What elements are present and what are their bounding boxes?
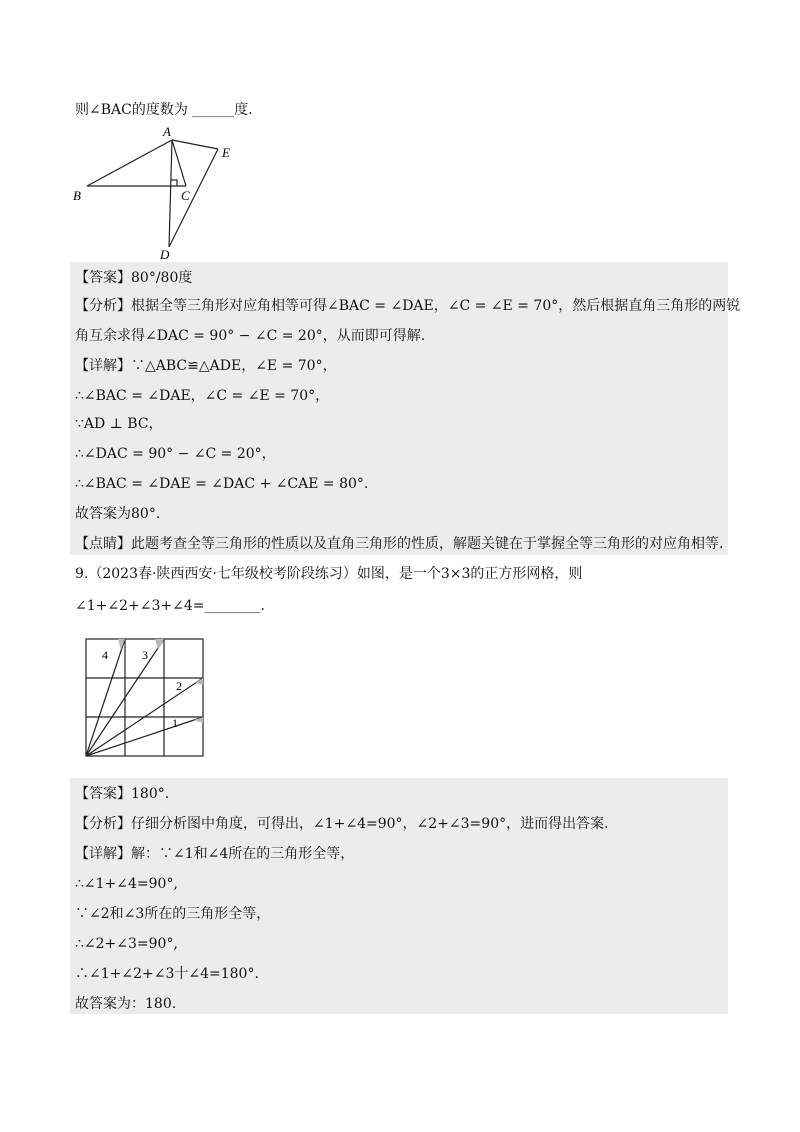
q9-detail-line2: ∴∠1+∠4=90°, — [75, 876, 178, 892]
point-d-label: D — [160, 247, 170, 260]
q9-answer: 【答案】180°. — [75, 786, 170, 802]
angle-4-label: 4 — [102, 648, 108, 662]
q8-analysis-line2: 角互余求得∠DAC = 90° − ∠C = 20°，从而即可得解. — [75, 328, 426, 344]
q9-conclusion: 故答案为：180. — [75, 996, 177, 1012]
q8-analysis-line1: 【分析】根据全等三角形对应角相等可得∠BAC = ∠DAE，∠C = ∠E = 70°，然后根据直角三角形的两锐 — [75, 298, 741, 314]
q8-detail-line4: ∴∠DAC = 90° − ∠C = 20°， — [75, 446, 276, 462]
q8-detail-line2: ∴∠BAC = ∠DAE，∠C = ∠E = 70°， — [75, 388, 330, 404]
q8-prompt: 则∠BAC的度数为 ______度. — [75, 102, 253, 118]
q9-detail-line5: ∴∠1+∠2+∠3十∠4=180°. — [75, 966, 259, 982]
point-c-label: C — [181, 188, 190, 203]
grid-figure — [80, 633, 210, 763]
point-a-label: A — [163, 124, 171, 139]
q9-line1: 9.（2023春·陕西西安·七年级校考阶段练习）如图，是一个3×3的正方形网格，则 — [75, 566, 583, 582]
q9-detail-line3: ∵∠2和∠3所在的三角形全等， — [75, 906, 271, 922]
angle-3-label: 3 — [142, 648, 148, 662]
q8-conclusion: 故答案为80°. — [75, 506, 161, 522]
triangle-figure — [65, 120, 265, 260]
q9-line2: ∠1+∠2+∠3+∠4=________. — [75, 598, 265, 614]
q9-analysis: 【分析】仔细分析图中角度，可得出，∠1+∠4=90°，∠2+∠3=90°，进而得出答案. — [75, 816, 609, 832]
point-e-label: E — [222, 145, 230, 160]
angle-1-label: 1 — [172, 716, 178, 730]
q9-detail-line4: ∴∠2+∠3=90°, — [75, 936, 178, 952]
q8-answer: 【答案】80°/80度 — [75, 270, 193, 286]
q9-detail-line1: 【详解】解：∵∠1和∠4所在的三角形全等， — [75, 846, 355, 862]
q8-detail-line3: ∵AD ⊥ BC， — [75, 416, 163, 432]
q8-comment: 【点睛】此题考查全等三角形的性质以及直角三角形的性质，解题关键在于掌握全等三角形的对应角相等. — [75, 536, 724, 552]
angle-2-label: 2 — [176, 679, 182, 693]
q8-detail-line1: 【详解】∵△ABC≌△ADE，∠E = 70°， — [75, 358, 337, 374]
q8-detail-line5: ∴∠BAC = ∠DAE = ∠DAC + ∠CAE = 80°. — [75, 476, 369, 492]
point-b-label: B — [73, 188, 81, 203]
